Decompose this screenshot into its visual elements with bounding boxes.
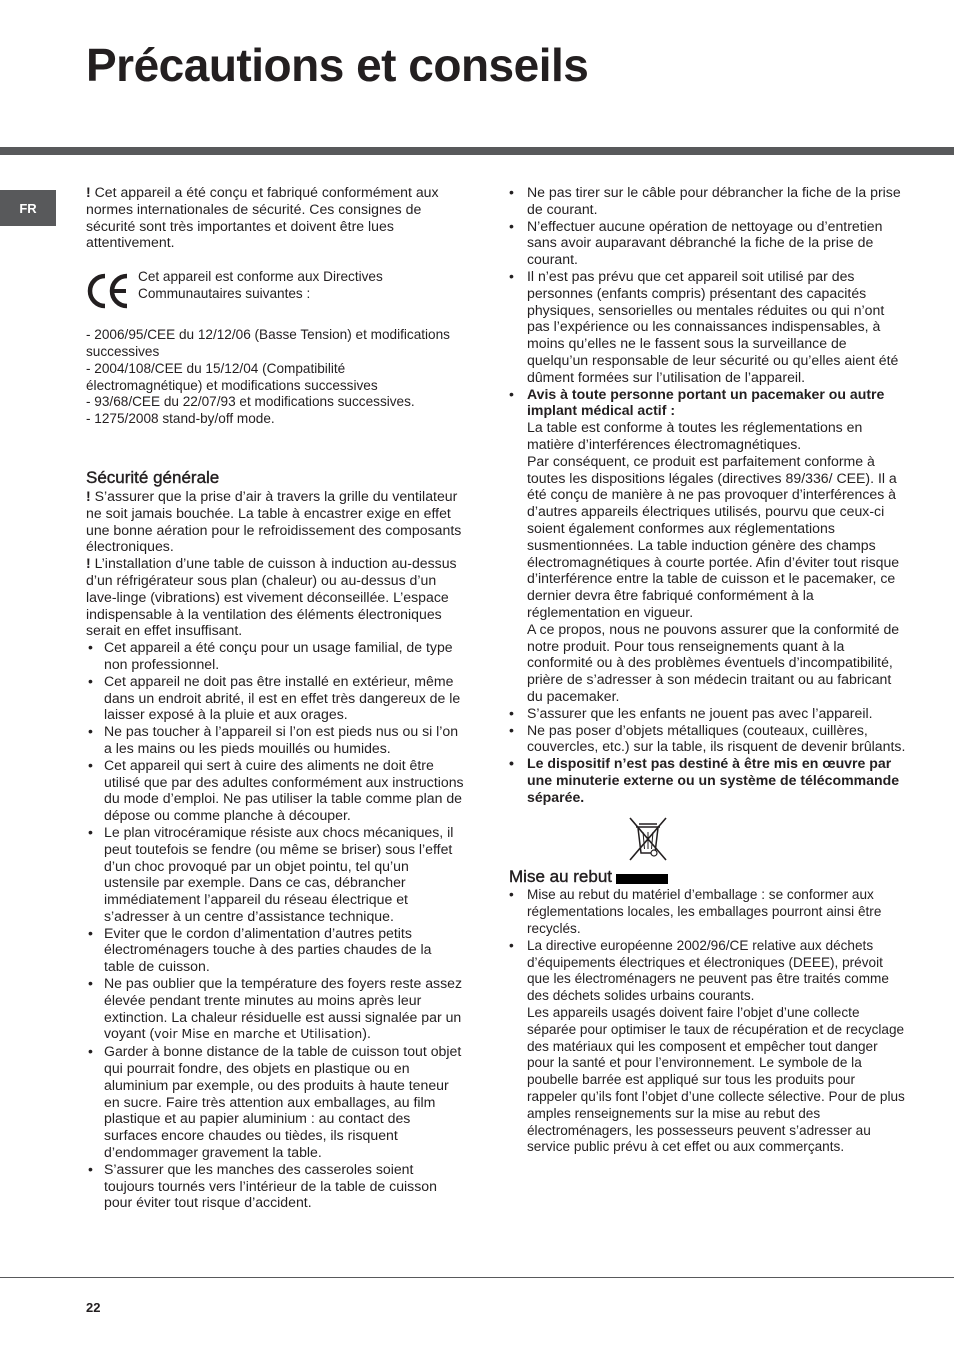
list-item: • Garder à bonne distance de la table de cuisson tout objet qui pourrait fondre, des objets en plastique ou en aluminium par exemple, ou des produits à haute teneur en sucre. Faire très attention aux emballages, au film plastique et au papier aluminium : au contact des surfaces encore chaudes ou tièdes, ils risquent d’endommager gravement la table. xyxy=(86,1043,464,1161)
directive-item: - 2006/95/CEE du 12/12/06 (Basse Tension) et modifications successives xyxy=(86,327,450,359)
list-item: • Mise au rebut du matériel d’emballage : se conformer aux réglementations locales, les emballages pourront ainsi être recyclés. xyxy=(509,887,907,937)
list-item: • Cet appareil ne doit pas être installé en extérieur, même dans un endroit abrité, il est en effet très dangereux de le laisser exposé à la pluie et aux orages. xyxy=(86,673,464,723)
left-column xyxy=(86,184,464,1211)
list-item: • N’effectuer aucune opération de nettoyage ou d’entretien sans avoir auparavant débranché la fiche de la prise de courant. xyxy=(509,218,907,268)
pacemaker-paragraph: La table est conforme à toutes les réglementations en matière d’interférences électromagnétiques. xyxy=(527,419,863,452)
rebut-list xyxy=(509,887,907,1156)
header-rule xyxy=(0,147,954,155)
safety-list xyxy=(86,639,464,1211)
right-column xyxy=(509,184,907,1156)
safety-list-continued xyxy=(509,184,907,805)
list-item: • S’assurer que les enfants ne jouent pas avec l’appareil. xyxy=(509,705,907,722)
crossed-bin-icon xyxy=(627,815,669,863)
cross-reference: voir Mise en marche et Utilisation xyxy=(154,1026,363,1042)
warning-mark: ! xyxy=(86,555,91,572)
list-item: • Ne pas oublier que la température des foyers reste assez élevée pendant trente minutes au moins après leur extinction. La chaleur résiduelle est aussi signalée par un voyant (voir Mise en marche et Utilisation). xyxy=(86,975,464,1043)
list-item: • Ne pas poser d’objets métalliques (couteaux, cuillères, couvercles, etc.) sur la table, ils risquent de devenir brûlants. xyxy=(509,722,907,756)
list-item: • Cet appareil qui sert à cuire des aliments ne doit être utilisé que par des adultes conformément aux instructions du mode d’emploi. Ne pas utiliser la table comme plan de dépose ou comme planche à découper. xyxy=(86,757,464,824)
list-item: • Ne pas toucher à l’appareil si l’on est pieds nus ou si l’on a les mains ou les pieds mouillés ou humides. xyxy=(86,723,464,757)
pacemaker-paragraph: Par conséquent, ce produit est parfaitement conforme à toutes les dispositions légales (directives 89/336/ CEE). Il a été conçu de manière à ne pas provoquer d’interférences à d’autres appareils électriques utilisés, pourvu que ceux-ci soient également conformes aux réglementations susmentionnées. La table induction génère des champs électromagnétiques à courte portée. Afin d’éviter tout risque d’interférence entre la table de cuisson et le pacemaker, ce dernier devra être fabriqué conformément à la réglementation en vigueur. xyxy=(527,452,900,620)
rebut-heading: Mise au rebut xyxy=(509,867,612,887)
ce-mark-icon xyxy=(86,271,130,311)
pacemaker-item xyxy=(509,386,907,705)
ventilation-paragraph: ! S’assurer que la prise d’air à travers la grille du ventilateur ne soit jamais bouchée. La table à encastrer exige en effet une bonne aération pour le refroidissement des composants électroniques. xyxy=(86,487,462,555)
footer-rule xyxy=(0,1277,954,1278)
list-item: • La directive européenne 2002/96/CE relative aux déchets d’équipements électriques et électroniques (DEEE), prévoit que les électroménagers ne peuvent pas être traités comme des déchets solides urbains courants. Les appareils usagés doivent faire l’objet d’une collecte séparée pour optimiser le taux de récupération et de recyclage des matériaux qui les composent et empêcher tout danger pour la santé et pour l’environnement. Le symbole de la poubelle barrée est appliqué sur tous les produits pour rappeler qu’ils font l’objet d’une collecte sélective. Pour de plus amples renseignements sur la mise au rebut des électroménagers, les possesseurs peuvent s’adresser au service public prévu à cet effet ou aux commerçants. xyxy=(509,938,907,1156)
list-item: • Le dispositif n’est pas destiné à être mis en œuvre par une minuterie externe ou un système de télécommande séparée. xyxy=(509,755,907,805)
list-item: • Cet appareil a été conçu pour un usage familial, de type non professionnel. xyxy=(86,639,464,673)
language-tab: FR xyxy=(0,190,56,226)
page-title: Précautions et conseils xyxy=(86,39,589,91)
ce-text: Cet appareil est conforme aux Directives Communautaires suivantes : xyxy=(138,269,383,301)
rebut-heading-row xyxy=(509,867,907,887)
pacemaker-heading: • Avis à toute personne portant un pacemaker ou autre implant médical actif : xyxy=(527,385,885,419)
pacemaker-paragraph: A ce propos, nous ne pouvons assurer que la conformité de notre produit. Pour tous renseignements quant à la conformité ou à des problèmes éventuels d’incompatibilité, prière de s’adresser à son médecin traitant ou au fabricant du pacemaker. xyxy=(527,620,900,704)
directives-list xyxy=(86,327,464,428)
directive-item: - 93/68/CEE du 22/07/93 et modifications successives. xyxy=(86,394,415,410)
warning-mark: ! xyxy=(86,487,91,504)
list-item: • Eviter que le cordon d’alimentation d’autres petits électroménagers touche à des parties chaudes de la table de cuisson. xyxy=(86,925,464,975)
list-item: • Ne pas tirer sur le câble pour débrancher la fiche de la prise de courant. xyxy=(509,184,907,218)
warning-mark: ! xyxy=(86,184,91,200)
ce-conformity xyxy=(86,269,464,311)
list-item: • Il n’est pas prévu que cet appareil soit utilisé par des personnes (enfants compris) présentant des capacités physiques, sensorielles ou mentales réduites ou qui n’ont pas l’expérience ou les connaissances indispensables, à moins qu’elles ne le fassent sous la surveillance de quelqu’un responsable de leur sécurité ou qu’elles aient été dûment formées sur l’utilisation de l’appareil. xyxy=(509,268,907,386)
installation-paragraph: ! L’installation d’une table de cuisson à induction au-dessus d’un réfrigérateur sous plan (chaleur) ou au-dessus d’un lave-linge (vibrations) est vivement déconseillée. L’espace indispensable à la ventilation des éléments électroniques serait en effet insuffisant. xyxy=(86,555,457,639)
intro-paragraph: ! Cet appareil a été conçu et fabriqué conformément aux normes internationales de sécurité. Ces consignes de sécurité sont très importantes et doivent être lues attentivement. xyxy=(86,184,439,251)
directive-item: - 1275/2008 stand-by/off mode. xyxy=(86,411,275,427)
list-item: • S’assurer que les manches des casseroles soient toujours tournés vers l’intérieur de la table de cuisson pour éviter tout risque d’accident. xyxy=(86,1161,464,1211)
page-number: 22 xyxy=(86,1300,101,1315)
directive-item: - 2004/108/CEE du 15/12/04 (Compatibilité électromagnétique) et modifications successives xyxy=(86,360,378,393)
heading-bar xyxy=(616,874,668,884)
securite-heading: Sécurité générale xyxy=(86,467,220,487)
list-item: • Le plan vitrocéramique résiste aux chocs mécaniques, il peut toutefois se fendre (ou même se briser) sous l’effet d’un choc provoqué par un objet pointu, tel qu’un ustensile par exemple. Dans ce cas, débrancher immédiatement l’appareil du réseau électrique et s’adresser à un centre d’assistance technique. xyxy=(86,824,464,925)
weee-bin-container xyxy=(627,815,669,863)
